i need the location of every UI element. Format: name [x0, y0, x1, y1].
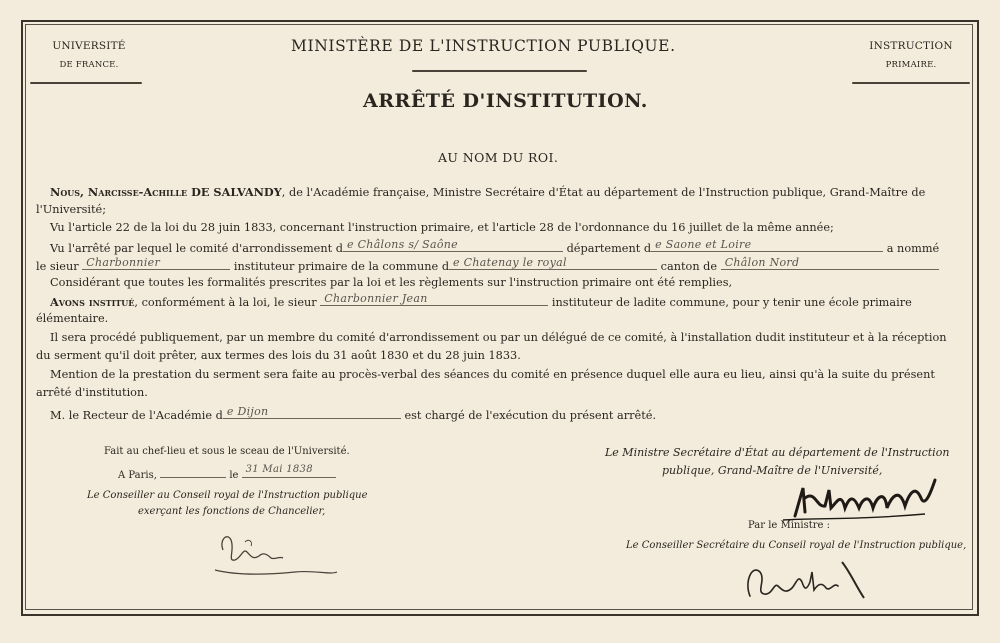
header-left-bottom: DE FRANCE.: [59, 60, 119, 70]
field-departement: e Saone et Loire: [651, 238, 883, 252]
field-date: 31 Mai 1838: [242, 466, 336, 478]
body-line-3: Vu l'article 22 de la loi du 28 juin 1833, concernant l'instruction primaire, et l'article 28 de l'ordonnance du 16 juillet de la même année;: [50, 221, 834, 234]
field-academie: e Dijon: [223, 405, 401, 419]
field-arrondissement: e Châlons s/ Saône: [343, 238, 563, 252]
par-le-ministre: Par le Ministre :: [748, 520, 830, 531]
chancellor-signature-icon: [205, 520, 345, 580]
body-line-2: l'Université;: [36, 203, 107, 216]
body-line-5: le sieur Charbonnier instituteur primaire de la commune d e Chatenay le royal canton de Châlon Nord: [36, 256, 939, 276]
secretary-signature-icon: [738, 552, 878, 608]
date-line: A Paris, le 31 Mai 1838: [118, 466, 336, 481]
document-title: ARRÊTÉ D'INSTITUTION.: [363, 90, 648, 112]
header-right-block: [846, 40, 976, 70]
field-commune: e Chatenay le royal: [449, 256, 657, 270]
field-sieur-full: Charbonnier Jean: [320, 292, 548, 306]
body-line-6: Considérant que toutes les formalités prescrites par la loi et les règlements sur l'instruction primaire ont été remplies,: [50, 276, 733, 289]
ministre-line-1: Le Ministre Secrétaire d'État au département de l'Instruction: [605, 446, 950, 459]
body-line-9: Il sera procédé publiquement, par un membre du comité d'arrondissement ou par un délégué de ce comité, à l'installation dudit instituteur et à la réception: [50, 331, 947, 344]
fait-au-chef-lieu: Fait au chef-lieu et sous le sceau de l'Université.: [104, 446, 350, 457]
header-right-bottom: PRIMAIRE.: [885, 60, 937, 70]
salvandy-signature-icon: [775, 468, 955, 528]
header-right-top: INSTRUCTION: [869, 40, 953, 52]
body-line-13: M. le Recteur de l'Académie d e Dijon est chargé de l'exécution du présent arrêté.: [50, 405, 657, 422]
header-left-block: [24, 40, 154, 70]
right-flourish: [852, 82, 970, 84]
body-line-11: Mention de la prestation du serment sera faite au procès-verbal des séances du comité en présence duquel elle aura eu lieu, ainsi qu'à la suite du présent: [50, 368, 935, 381]
body-line-7: Avons institué, conformément à la loi, le sieur Charbonnier Jean instituteur de ladite commune, pour y tenir une école primaire: [50, 292, 912, 309]
conseiller-secretaire: Le Conseiller Secrétaire du Conseil royal de l'Instruction publique,: [626, 540, 967, 551]
conseiller-left: Le Conseiller au Conseil royal de l'Instruction publique: [87, 490, 368, 501]
exercant-chancelier: exerçant les fonctions de Chancelier,: [138, 506, 326, 517]
body-line-4: Vu l'arrêté par lequel le comité d'arrondissement d e Châlons s/ Saône département d e Saone et Loire a nommé: [50, 238, 940, 255]
header-left-top: UNIVERSITÉ: [52, 40, 126, 52]
title-rule: [412, 70, 587, 72]
body-line-8: élémentaire.: [36, 312, 109, 325]
field-canton: Châlon Nord: [721, 256, 939, 270]
ministry-title: MINISTÈRE DE L'INSTRUCTION PUBLIQUE.: [291, 37, 676, 55]
body-line-1: Nous, Narcisse-Achille DE SALVANDY, de l'Académie française, Ministre Secrétaire d'État au département de l'Instruction publique, Grand-Maître de: [50, 185, 926, 199]
field-sieur: Charbonnier: [82, 256, 230, 270]
body-line-12: arrêté d'institution.: [36, 386, 148, 399]
ministre-line-2: publique, Grand-Maître de l'Université,: [662, 464, 883, 477]
left-flourish: [30, 82, 142, 84]
body-line-10: du serment qu'il doit prêter, aux termes des lois du 31 août 1830 et du 28 juin 1833.: [36, 349, 521, 362]
au-nom-du-roi: AU NOM DU ROI.: [438, 150, 559, 165]
